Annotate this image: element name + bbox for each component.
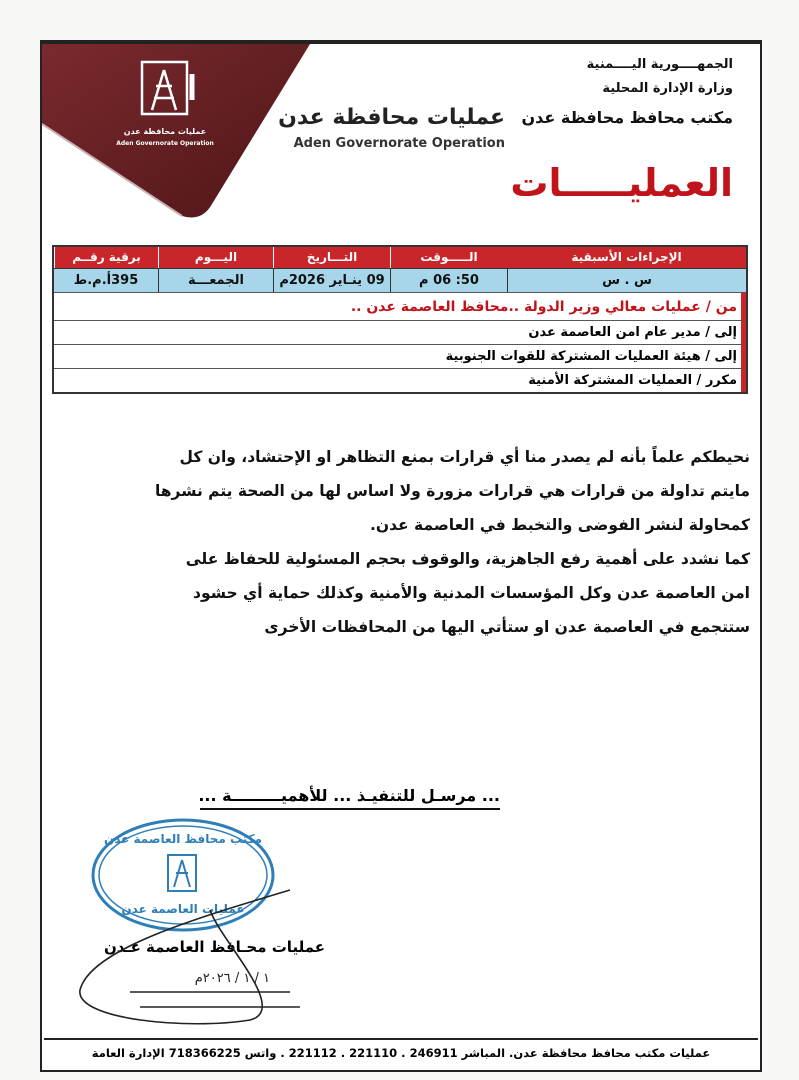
cc-line: مكرر / العمليات المشتركة الأمنية xyxy=(54,368,746,392)
signer-name: عمليات محـافظ العاصمة عـدن xyxy=(103,938,325,956)
body-line: مايتم تداولة من قرارات هي قرارات مزورة ولا اساس لها من الصحة يتم نشرها xyxy=(154,482,750,500)
logo-text-en: Aden Governorate Operation xyxy=(116,140,214,147)
header-time: الـــــوقت xyxy=(390,247,507,268)
value-date: 09 ينـاير 2026م xyxy=(273,268,390,292)
to-line: إلى / هيئة العمليات المشتركة للقوات الجنوبية xyxy=(54,344,746,368)
body-line: امن العاصمة عدن وكل المؤسسات المدنية والأمنية وكذلك حماية أي حشود xyxy=(193,584,750,602)
value-telegram-no: 395أ.م.ط xyxy=(54,268,158,292)
table-header-row xyxy=(54,247,746,268)
svg-text:١ / ١ / ٢٠٢٦م: ١ / ١ / ٢٠٢٦م xyxy=(194,971,270,986)
org-name-ar: عمليات محافظة عدن xyxy=(278,105,505,130)
body-line: نحيطكم علماً بأنه لم يصدر منا أي قرارات بمنع التظاهر او الإحتشاد، وان كل xyxy=(179,448,750,466)
republic-title: الجمهــــورية اليــــمنية xyxy=(586,57,733,72)
letter-body xyxy=(56,440,750,644)
body-line: ستتجمع في العاصمة عدن او ستأتي اليها من المحافظات الأخرى xyxy=(264,618,750,636)
header-day: اليـــوم xyxy=(158,247,273,268)
telegram-info-table xyxy=(52,245,748,394)
logo-text-ar: عمليات محافظة عدن xyxy=(123,127,207,136)
handwritten-signature xyxy=(70,880,330,1040)
svg-text:مكتب محافظ العاصمة عدن: مكتب محافظ العاصمة عدن xyxy=(103,832,263,846)
header-telegram-no: برقية رقــم xyxy=(54,247,158,268)
office-title: مكتب محافظ محافظة عدن xyxy=(521,108,733,127)
value-priority: س . س xyxy=(507,268,746,292)
header-date: التـــاريخ xyxy=(273,247,390,268)
department-title: العمليـــــات xyxy=(510,161,733,205)
svg-text:عمليات العاصمة عدن: عمليات العاصمة عدن xyxy=(121,902,245,916)
footer-contacts: عمليات مكتب محافظ محافظة عدن. المباشر 246911 . 221110 . 221112 . واتس 718366225 الإدارة العامة xyxy=(44,1038,758,1061)
table-value-row xyxy=(54,268,746,292)
ministry-title: وزارة الإدارة المحلية xyxy=(602,81,733,96)
body-line: كما نشدد على أهمية رفع الجاهزية، والوقوف بحجم المسئولية للحفاظ على xyxy=(185,550,750,568)
to-line: إلى / مدير عام امن العاصمة عدن xyxy=(54,320,746,344)
header-priority: الإجراءات الأسبقية xyxy=(507,247,746,268)
closing-line: ... مرسـل للتنفيـذ ... للأهميـــــــــة ... xyxy=(200,786,500,810)
value-time: 50: 06 م xyxy=(390,268,507,292)
from-line: من / عمليات معالي وزير الدولة ..محافظ العاصمة عدن .. xyxy=(54,292,746,320)
value-day: الجمعـــة xyxy=(158,268,273,292)
body-line: كمحاولة لنشر الفوضى والتخبط في العاصمة عدن. xyxy=(369,516,750,534)
org-name-en: Aden Governorate Operation xyxy=(293,136,505,151)
